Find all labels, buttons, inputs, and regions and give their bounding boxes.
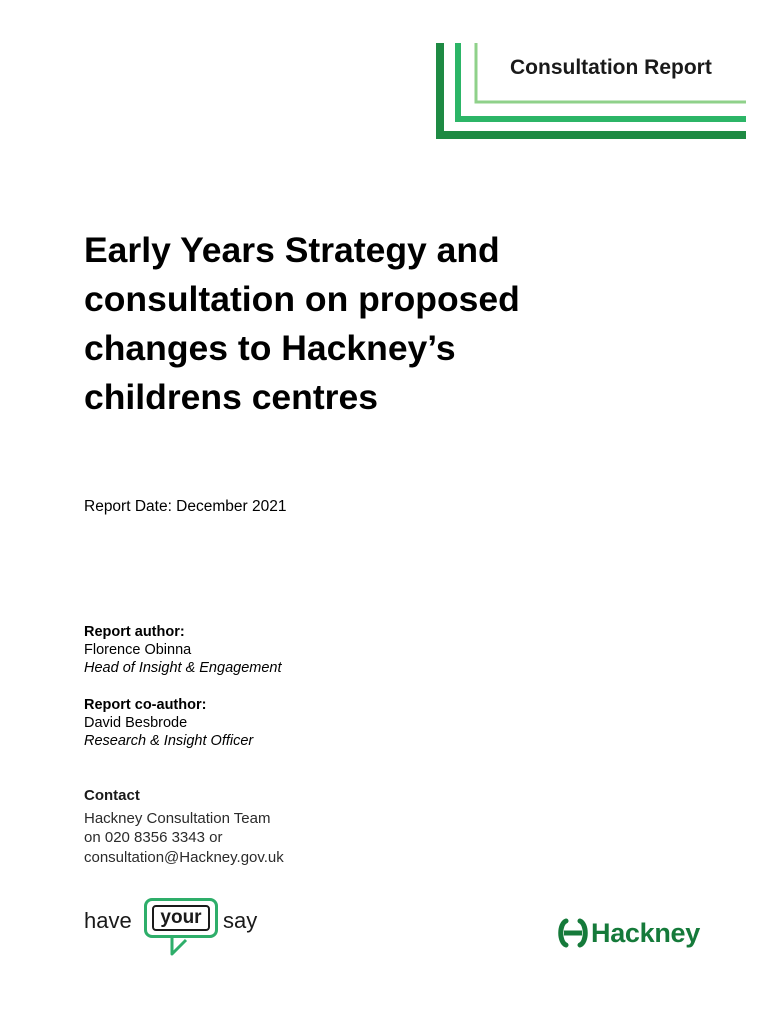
coauthor-block bbox=[84, 696, 253, 750]
title-line: childrens centres bbox=[84, 377, 378, 417]
speech-bubble-icon bbox=[144, 898, 218, 938]
title-line: Early Years Strategy and bbox=[84, 230, 500, 270]
contact-label: Contact bbox=[84, 787, 140, 804]
report-date: Report Date: December 2021 bbox=[84, 498, 287, 515]
contact-team: Hackney Consultation Team bbox=[84, 809, 271, 827]
coauthor-role: Research & Insight Officer bbox=[84, 733, 254, 749]
hackney-logo bbox=[556, 913, 700, 953]
author-role: Head of Insight & Engagement bbox=[84, 660, 282, 676]
have-your-say-have: have bbox=[84, 908, 132, 933]
have-your-say-logo bbox=[84, 898, 284, 960]
author-name: Florence Obinna bbox=[84, 642, 192, 658]
have-your-say-your: your bbox=[152, 905, 210, 931]
contact-email: consultation@Hackney.gov.uk bbox=[84, 848, 284, 866]
header-title: Consultation Report bbox=[510, 56, 712, 79]
title-line: consultation on proposed bbox=[84, 279, 520, 319]
hackney-h-icon bbox=[556, 918, 590, 948]
coauthor-name: David Besbrode bbox=[84, 715, 188, 731]
contact-block bbox=[84, 786, 284, 867]
author-block bbox=[84, 623, 282, 677]
coauthor-label: Report co-author: bbox=[84, 697, 207, 713]
have-your-say-say: say bbox=[223, 908, 258, 933]
hackney-wordmark: Hackney bbox=[591, 917, 700, 948]
title-line: changes to Hackney’s bbox=[84, 328, 456, 368]
author-label: Report author: bbox=[84, 624, 185, 640]
contact-phone: on 020 8356 3343 or bbox=[84, 829, 223, 846]
speech-bubble-tail-icon bbox=[170, 936, 190, 958]
document-title bbox=[84, 226, 724, 422]
